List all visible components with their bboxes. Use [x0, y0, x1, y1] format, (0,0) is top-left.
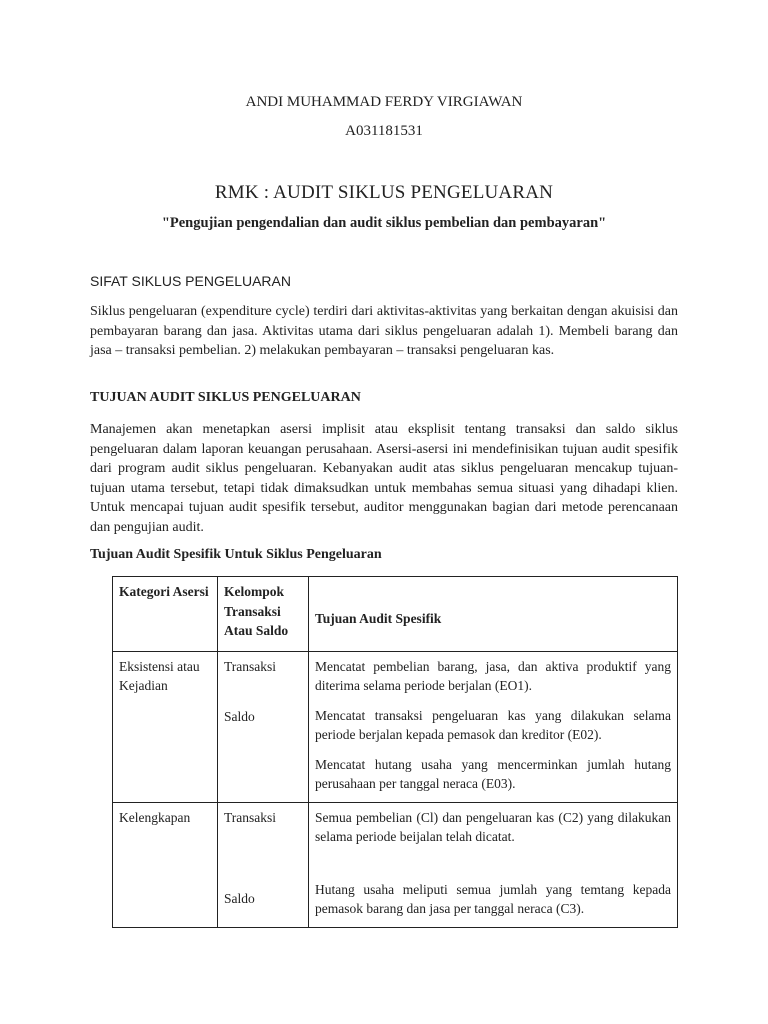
tujuan-item: Hutang usaha meliputi semua jumlah yang temtang kepada pemasok barang dan jasa per tanggal neraca (C3).	[315, 881, 671, 916]
column-header-kategori: Kategori Asersi	[113, 577, 218, 652]
cell-tujuan	[309, 802, 678, 927]
kelompok-saldo: Saldo	[224, 709, 255, 724]
cell-kelompok	[218, 651, 309, 802]
kelompok-saldo: Saldo	[224, 891, 255, 906]
document-subtitle: "Pengujian pengendalian dan audit siklus pembelian dan pembayaran"	[161, 215, 607, 231]
tujuan-item: Mencatat pembelian barang, jasa, dan aktiva produktif yang diterima selama periode berjalan (EO1).	[315, 658, 671, 693]
table-row	[113, 651, 678, 802]
student-id: A031181531	[345, 123, 423, 139]
cell-tujuan	[309, 651, 678, 802]
cell-kelompok	[218, 802, 309, 927]
table-header-row	[113, 577, 678, 652]
column-header-kelompok: Kelompok Transaksi Atau Saldo	[218, 577, 309, 652]
section-paragraph-sifat: Siklus pengeluaran (expenditure cycle) terdiri dari aktivitas-aktivitas yang berkaitan dengan akuisisi dan pembayaran barang dan jasa. Aktivitas utama dari siklus pengeluaran adalah 1). Membeli barang dan jasa – transaksi pembelian. 2) melakukan pembayaran – transaksi pengeluaran kas.	[90, 304, 678, 358]
document-title: RMK : AUDIT SIKLUS PENGELUARAN	[214, 182, 554, 203]
cell-kategori: Eksistensi atau Kejadian	[113, 651, 218, 802]
audit-objectives-table	[112, 576, 678, 928]
table-row	[113, 802, 678, 927]
tujuan-item: Semua pembelian (Cl) dan pengeluaran kas (C2) yang dilakukan selama periode beijalan telah dicatat.	[315, 809, 671, 844]
column-header-tujuan: Tujuan Audit Spesifik	[309, 577, 678, 652]
kelompok-transaksi: Transaksi	[224, 658, 277, 674]
cell-kategori: Kelengkapan	[113, 802, 218, 927]
table-heading: Tujuan Audit Spesifik Untuk Siklus Pengeluaran	[90, 547, 382, 562]
tujuan-item: Mencatat transaksi pengeluaran kas yang dilakukan selama periode berjalan kepada pemasok dan kreditor (E02).	[315, 707, 671, 742]
kelompok-transaksi: Transaksi	[224, 809, 277, 825]
section-heading-sifat: SIFAT SIKLUS PENGELUARAN	[90, 273, 291, 289]
section-heading-tujuan: TUJUAN AUDIT SIKLUS PENGELUARAN	[90, 390, 361, 405]
tujuan-item: Mencatat hutang usaha yang mencerminkan jumlah hutang perusahaan per tanggal neraca (E03).	[315, 756, 671, 791]
section-paragraph-tujuan: Manajemen akan menetapkan asersi implisit atau eksplisit tentang transaksi dan saldo siklus pengeluaran dalam laporan keuangan perusahaan. Asersi-asersi ini mendefinisikan tujuan audit spesifik dari program audit siklus pengeluaran. Kebanyakan audit atas siklus pengeluaran mencakup tujuan-tujuan utama tersebut, tetapi tidak dimaksudkan untuk membahas semua situasi yang dihadapi klien. Untuk mencapai tujuan audit spesifik tersebut, auditor menggunakan bagian dari metode perencanaan dan pengujian audit.	[90, 422, 678, 535]
author-name: ANDI MUHAMMAD FERDY VIRGIAWAN	[245, 94, 523, 110]
